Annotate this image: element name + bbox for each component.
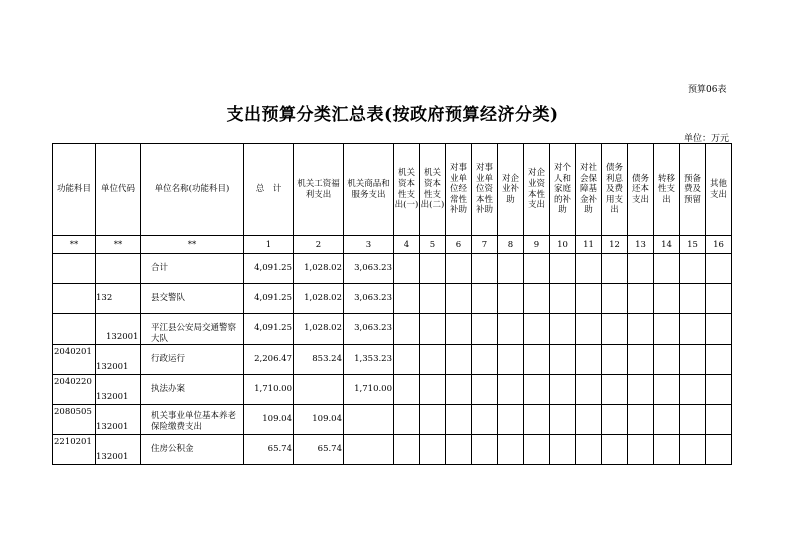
goods-services-cell: 1,710.00 (344, 375, 394, 405)
empty-cell (498, 375, 524, 405)
empty-cell (472, 375, 498, 405)
col-header: 对事业单位资本性补助 (472, 144, 498, 236)
col-header: 机关商品和服务支出 (344, 144, 394, 236)
empty-cell (524, 345, 550, 375)
form-number: 预算06表 (688, 85, 727, 95)
total-cell: 4,091.25 (244, 284, 294, 314)
col-header: 单位代码 (96, 144, 141, 236)
table-row (53, 254, 732, 284)
col-header: 机关资本性支出(二) (420, 144, 446, 236)
empty-cell (628, 345, 654, 375)
salary-welfare-cell: 109.04 (294, 405, 344, 435)
unit-name-cell: 机关事业单位基本养老保险缴费支出 (141, 405, 244, 435)
empty-cell (394, 254, 420, 284)
col-header: 其他支出 (706, 144, 732, 236)
function-code-cell: 2040220 (53, 375, 96, 405)
empty-cell (654, 284, 680, 314)
salary-welfare-cell (294, 375, 344, 405)
empty-cell (472, 284, 498, 314)
empty-cell (706, 345, 732, 375)
empty-cell (498, 254, 524, 284)
index-cell: ** (53, 236, 96, 254)
empty-cell (446, 314, 472, 345)
page-title: 支出预算分类汇总表(按政府预算经济分类) (226, 105, 559, 125)
index-cell: 8 (498, 236, 524, 254)
empty-cell (706, 405, 732, 435)
empty-cell (524, 405, 550, 435)
salary-welfare-cell: 65.74 (294, 435, 344, 465)
function-code-cell: 2210201 (53, 435, 96, 465)
empty-cell (706, 314, 732, 345)
empty-cell (524, 254, 550, 284)
total-cell: 109.04 (244, 405, 294, 435)
empty-cell (420, 375, 446, 405)
empty-cell (472, 345, 498, 375)
empty-cell (446, 254, 472, 284)
empty-cell (498, 435, 524, 465)
empty-cell (446, 284, 472, 314)
empty-cell (446, 345, 472, 375)
empty-cell (550, 405, 576, 435)
empty-cell (524, 375, 550, 405)
goods-services-cell (344, 435, 394, 465)
function-code-cell (53, 314, 96, 345)
empty-cell (602, 254, 628, 284)
empty-cell (628, 375, 654, 405)
empty-cell (576, 375, 602, 405)
index-cell: ** (96, 236, 141, 254)
table-row (53, 314, 732, 345)
col-header: 单位名称(功能科目) (141, 144, 244, 236)
index-cell: 15 (680, 236, 706, 254)
empty-cell (576, 435, 602, 465)
index-row (53, 236, 732, 254)
function-code-cell: 2040201 (53, 345, 96, 375)
empty-cell (602, 435, 628, 465)
empty-cell (680, 314, 706, 345)
salary-welfare-cell: 1,028.02 (294, 314, 344, 345)
empty-cell (420, 435, 446, 465)
total-cell: 1,710.00 (244, 375, 294, 405)
index-cell: 2 (294, 236, 344, 254)
empty-cell (706, 375, 732, 405)
empty-cell (680, 254, 706, 284)
total-cell: 65.74 (244, 435, 294, 465)
empty-cell (394, 314, 420, 345)
empty-cell (446, 435, 472, 465)
empty-cell (602, 345, 628, 375)
empty-cell (498, 345, 524, 375)
unit-code-cell (96, 254, 141, 284)
empty-cell (550, 345, 576, 375)
col-header: 对事业单位经常性补助 (446, 144, 472, 236)
empty-cell (602, 405, 628, 435)
empty-cell (446, 375, 472, 405)
col-header: 预备费及预留 (680, 144, 706, 236)
col-header: 债务利息及费用支出 (602, 144, 628, 236)
empty-cell (654, 405, 680, 435)
unit-code-cell: 132001 (96, 375, 141, 405)
col-header: 对企业补助 (498, 144, 524, 236)
empty-cell (472, 254, 498, 284)
goods-services-cell: 3,063.23 (344, 314, 394, 345)
empty-cell (680, 345, 706, 375)
index-cell: 11 (576, 236, 602, 254)
empty-cell (498, 314, 524, 345)
empty-cell (680, 435, 706, 465)
goods-services-cell: 1,353.23 (344, 345, 394, 375)
col-header: 总 计 (244, 144, 294, 236)
empty-cell (654, 435, 680, 465)
empty-cell (576, 314, 602, 345)
index-cell: 4 (394, 236, 420, 254)
empty-cell (420, 405, 446, 435)
col-header: 债务还本支出 (628, 144, 654, 236)
col-header: 机关资本性支出(一) (394, 144, 420, 236)
empty-cell (628, 435, 654, 465)
total-cell: 4,091.25 (244, 254, 294, 284)
index-cell: 10 (550, 236, 576, 254)
empty-cell (550, 254, 576, 284)
empty-cell (628, 405, 654, 435)
empty-cell (550, 284, 576, 314)
empty-cell (602, 375, 628, 405)
empty-cell (628, 254, 654, 284)
function-code-cell (53, 284, 96, 314)
empty-cell (420, 254, 446, 284)
index-cell: 7 (472, 236, 498, 254)
empty-cell (576, 284, 602, 314)
index-cell: 12 (602, 236, 628, 254)
empty-cell (524, 284, 550, 314)
index-cell: 3 (344, 236, 394, 254)
empty-cell (472, 314, 498, 345)
unit-code-cell: 132001 (96, 345, 141, 375)
header-row (53, 144, 732, 236)
empty-cell (576, 345, 602, 375)
empty-cell (628, 284, 654, 314)
empty-cell (524, 314, 550, 345)
total-cell: 2,206.47 (244, 345, 294, 375)
empty-cell (498, 405, 524, 435)
empty-cell (628, 314, 654, 345)
budget-table (52, 143, 732, 465)
empty-cell (394, 435, 420, 465)
empty-cell (706, 284, 732, 314)
empty-cell (654, 314, 680, 345)
table-row (53, 435, 732, 465)
col-header: 对企业资本性支出 (524, 144, 550, 236)
empty-cell (576, 254, 602, 284)
col-header: 功能科目 (53, 144, 96, 236)
empty-cell (550, 435, 576, 465)
empty-cell (602, 314, 628, 345)
table-row (53, 345, 732, 375)
unit-name-cell: 合计 (141, 254, 244, 284)
goods-services-cell: 3,063.23 (344, 284, 394, 314)
function-code-cell: 2080505 (53, 405, 96, 435)
function-code-cell (53, 254, 96, 284)
col-header: 转移性支出 (654, 144, 680, 236)
empty-cell (706, 254, 732, 284)
empty-cell (654, 254, 680, 284)
index-cell: 16 (706, 236, 732, 254)
empty-cell (472, 435, 498, 465)
index-cell: 1 (244, 236, 294, 254)
empty-cell (680, 375, 706, 405)
empty-cell (654, 375, 680, 405)
empty-cell (394, 345, 420, 375)
index-cell: 5 (420, 236, 446, 254)
col-header: 对个人和家庭的补助 (550, 144, 576, 236)
empty-cell (602, 284, 628, 314)
col-header: 对社会保障基金补助 (576, 144, 602, 236)
empty-cell (472, 405, 498, 435)
empty-cell (394, 284, 420, 314)
table-row (53, 375, 732, 405)
unit-name-cell: 县交警队 (141, 284, 244, 314)
empty-cell (680, 284, 706, 314)
unit-code-cell: 132 (96, 284, 141, 314)
empty-cell (394, 405, 420, 435)
salary-welfare-cell: 1,028.02 (294, 254, 344, 284)
empty-cell (550, 314, 576, 345)
salary-welfare-cell: 853.24 (294, 345, 344, 375)
unit-label: 单位：万元 (684, 134, 730, 144)
unit-name-cell: 执法办案 (141, 375, 244, 405)
unit-code-cell: 132001 (96, 435, 141, 465)
unit-name-cell: 平江县公安局交通警察大队 (141, 314, 244, 345)
salary-welfare-cell: 1,028.02 (294, 284, 344, 314)
empty-cell (680, 405, 706, 435)
empty-cell (576, 405, 602, 435)
total-cell: 4,091.25 (244, 314, 294, 345)
index-cell: 13 (628, 236, 654, 254)
unit-code-cell: 132001 (96, 314, 141, 345)
goods-services-cell: 3,063.23 (344, 254, 394, 284)
unit-name-cell: 住房公积金 (141, 435, 244, 465)
goods-services-cell (344, 405, 394, 435)
empty-cell (446, 405, 472, 435)
unit-code-cell: 132001 (96, 405, 141, 435)
unit-name-cell: 行政运行 (141, 345, 244, 375)
table-row (53, 284, 732, 314)
empty-cell (498, 284, 524, 314)
index-cell: 14 (654, 236, 680, 254)
index-cell: ** (141, 236, 244, 254)
empty-cell (394, 375, 420, 405)
empty-cell (420, 284, 446, 314)
index-cell: 9 (524, 236, 550, 254)
empty-cell (420, 314, 446, 345)
empty-cell (706, 435, 732, 465)
table-row (53, 405, 732, 435)
empty-cell (420, 345, 446, 375)
empty-cell (654, 345, 680, 375)
empty-cell (550, 375, 576, 405)
col-header: 机关工资福利支出 (294, 144, 344, 236)
index-cell: 6 (446, 236, 472, 254)
empty-cell (524, 435, 550, 465)
